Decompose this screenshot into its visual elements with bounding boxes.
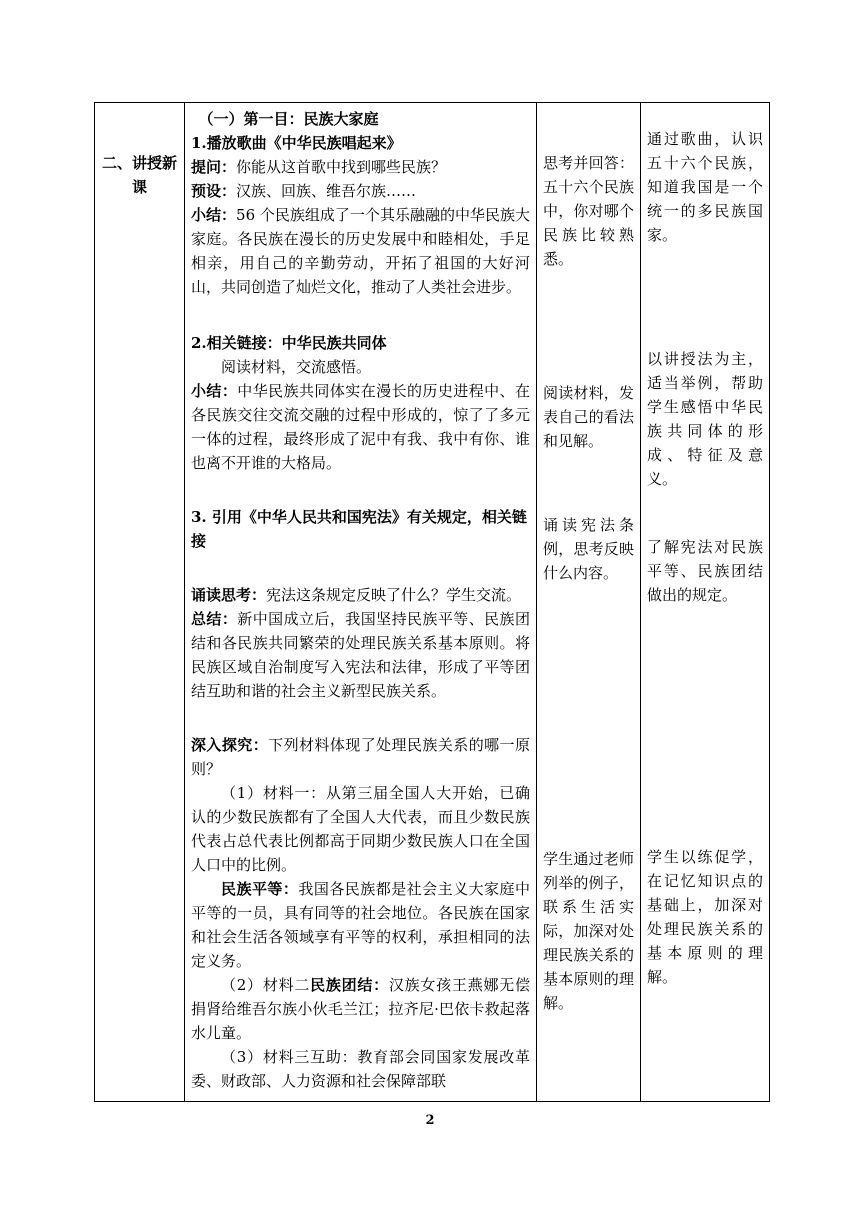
material-2: （2）材料二民族团结：汉族女孩王燕娜无偿捐肾给维吾尔族小伙毛兰江；拉齐尼·巴依卡救起落水儿童。 — [191, 976, 530, 1042]
material-3: （3）材料三互助：教育部会同国家发展改革委、财政部、人力资源和社会保障部联 — [191, 1048, 530, 1090]
item3-read: 诵读思考：宪法这条规定反映了什么？学生交流。 — [191, 586, 522, 604]
item2-summary: 小结：中华民族共同体实在漫长的历史进程中、在各民族交往交流交融的过程中形成的，惊了了多元一体的过程，最终形成了泥中有我、我中有你、谁也离不开谁的大格局。 — [191, 382, 530, 472]
page-number: 2 — [425, 1113, 435, 1128]
section-label: 二、讲授新课 — [101, 154, 177, 196]
material-1: （1）材料一：从第三届全国人大开始，已确认的少数民族都有了全国人大代表，而且少数民族代表占总代表比例都高于同期少数民族人口在全国人口中的比例。 — [191, 784, 530, 874]
item2-title: 2.相关链接：中华民族共同体 — [191, 334, 387, 352]
student-activity-3: 诵读宪法条例，思考反映什么内容。 — [543, 516, 634, 582]
item1-summary: 小结：56 个民族组成了一个其乐融融的中华民族大家庭。各民族在漫长的历史发展中和睦相处，手足相亲，用自己的辛勤劳动，开拓了祖国的大好河山，共同创造了灿烂文化，推动了人类社会进步。 — [191, 206, 530, 296]
lesson-plan-table — [94, 102, 770, 1102]
item1-preset: 预设：汉族、回族、维吾尔族…… — [191, 182, 417, 200]
student-activity-1: 思考并回答：五十六个民族中，你对哪个民族比较熟悉。 — [543, 154, 634, 268]
student-activity-4: 学生通过老师列举的例子，联系生活实际，加深对处理民族关系的基本原则的理解。 — [543, 850, 634, 1012]
item2-read: 阅读材料，交流感悟。 — [221, 358, 372, 376]
design-intent-3: 了解宪法对民族平等、民族团结做出的规定。 — [647, 538, 763, 604]
explore-question: 深入探究：下列材料体现了处理民族关系的哪一原则？ — [191, 736, 530, 778]
item1-title: 1.播放歌曲《中华民族唱起来》 — [191, 134, 402, 152]
design-intent-2: 以讲授法为主，适当举例，帮助学生感悟中华民族共同体的形成、特征及意义。 — [647, 350, 763, 488]
design-intent-4: 学生以练促学，在记忆知识点的基础上，加深对处理民族关系的基本原则的理解。 — [647, 848, 763, 986]
subsection-heading: （一）第一目：民族大家庭 — [198, 110, 379, 128]
item1-question: 提问：你能从这首歌中找到哪些民族？ — [191, 158, 447, 176]
student-activity-cell — [537, 103, 641, 1102]
student-activity-2: 阅读材料，发表自己的看法和见解。 — [543, 384, 634, 450]
item3-title: 3. 引用《中华人民共和国宪法》有关规定，相关链接 — [191, 508, 527, 550]
design-intent-1: 通过歌曲，认识五十六个民族，知道我国是一个统一的多民族国家。 — [647, 130, 763, 244]
design-intent-cell — [641, 103, 770, 1102]
equality-principle: 民族平等：我国各民族都是社会主义大家庭中平等的一员，具有同等的社会地位。各民族在国家和社会生活各领域享有平等的权利，承担相同的法定义务。 — [191, 880, 530, 970]
section-cell — [95, 103, 185, 1102]
teaching-content-cell — [185, 103, 537, 1102]
table-row — [95, 103, 770, 1102]
item3-summary: 总结：新中国成立后，我国坚持民族平等、民族团结和各民族共同繁荣的处理民族关系基本原则。将民族区域自治制度写入宪法和法律，形成了平等团结互助和谐的社会主义新型民族关系。 — [191, 610, 530, 700]
